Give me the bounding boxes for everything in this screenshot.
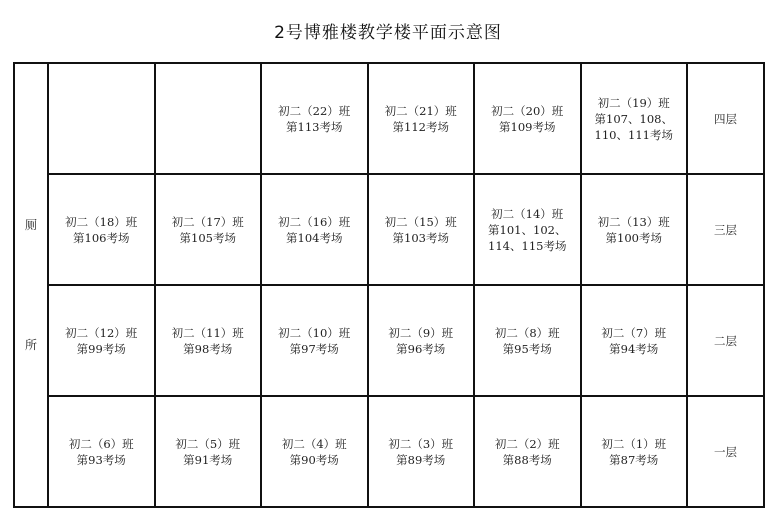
toilet-label-char: 所: [24, 338, 37, 352]
empty-cell: [155, 63, 262, 174]
exam-room: 第99考场: [76, 341, 126, 356]
classroom-cell: [368, 174, 475, 285]
floor-row: [14, 396, 764, 507]
exam-room: 第100考场: [605, 230, 662, 245]
class-name: 初二（8）班: [494, 325, 560, 340]
floor-label: 二层: [687, 285, 764, 396]
class-name: 初二（6）班: [68, 436, 134, 451]
exam-room: 110、111考场: [594, 127, 673, 142]
classroom-cell: [581, 174, 688, 285]
classroom-cell: [474, 396, 581, 507]
classroom-cell: [48, 396, 155, 507]
exam-room: 第101、102、: [488, 222, 567, 237]
class-name: 初二（22）班: [278, 103, 351, 118]
exam-room: 第93考场: [76, 452, 126, 467]
exam-room: 第113考场: [286, 119, 343, 134]
class-name: 初二（15）班: [384, 214, 457, 229]
classroom-cell: [48, 285, 155, 396]
class-name: 初二（5）班: [175, 436, 241, 451]
exam-room: 第107、108、: [594, 111, 673, 126]
classroom-cell: [368, 285, 475, 396]
exam-room: 第106考场: [73, 230, 130, 245]
exam-room: 第105考场: [179, 230, 236, 245]
classroom-cell: [581, 285, 688, 396]
classroom-cell: [155, 396, 262, 507]
floor-label: 三层: [687, 174, 764, 285]
classroom-cell: [474, 174, 581, 285]
classroom-cell: [261, 396, 368, 507]
class-name: 初二（18）班: [65, 214, 138, 229]
class-name: 初二（9）班: [388, 325, 454, 340]
floor-plan-table: [13, 62, 765, 508]
classroom-cell: [581, 63, 688, 174]
exam-room: 114、115考场: [488, 238, 567, 253]
exam-room: 第91考场: [183, 452, 233, 467]
class-name: 初二（20）班: [491, 103, 564, 118]
class-name: 初二（19）班: [597, 95, 670, 110]
floor-label: 一层: [687, 396, 764, 507]
exam-room: 第96考场: [396, 341, 446, 356]
class-name: 初二（7）班: [601, 325, 667, 340]
class-name: 初二（1）班: [601, 436, 667, 451]
exam-room: 第90考场: [289, 452, 339, 467]
classroom-cell: [368, 63, 475, 174]
exam-room: 第88考场: [502, 452, 552, 467]
exam-room: 第95考场: [502, 341, 552, 356]
floor-row: [14, 174, 764, 285]
exam-room: 第103考场: [392, 230, 449, 245]
exam-room: 第104考场: [286, 230, 343, 245]
class-name: 初二（14）班: [491, 206, 564, 221]
class-name: 初二（16）班: [278, 214, 351, 229]
classroom-cell: [474, 285, 581, 396]
exam-room: 第89考场: [396, 452, 446, 467]
class-name: 初二（2）班: [494, 436, 560, 451]
exam-room: 第97考场: [289, 341, 339, 356]
class-name: 初二（11）班: [171, 325, 244, 340]
classroom-cell: [581, 396, 688, 507]
floor-row: [14, 285, 764, 396]
classroom-cell: [368, 396, 475, 507]
exam-room: 第98考场: [183, 341, 233, 356]
classroom-cell: [155, 174, 262, 285]
toilet-cell: [14, 63, 48, 507]
exam-room: 第109考场: [499, 119, 556, 134]
empty-cell: [48, 63, 155, 174]
floor-row: [14, 63, 764, 174]
floor-label: 四层: [687, 63, 764, 174]
classroom-cell: [155, 285, 262, 396]
class-name: 初二（10）班: [278, 325, 351, 340]
classroom-cell: [48, 174, 155, 285]
class-name: 初二（3）班: [388, 436, 454, 451]
exam-room: 第94考场: [609, 341, 659, 356]
classroom-cell: [261, 63, 368, 174]
toilet-label-char: 厕: [24, 218, 37, 232]
class-name: 初二（4）班: [281, 436, 347, 451]
classroom-cell: [474, 63, 581, 174]
page-title: 2号博雅楼教学楼平面示意图: [274, 23, 502, 43]
class-name: 初二（21）班: [384, 103, 457, 118]
class-name: 初二（12）班: [65, 325, 138, 340]
classroom-cell: [261, 285, 368, 396]
exam-room: 第87考场: [609, 452, 659, 467]
exam-room: 第112考场: [392, 119, 449, 134]
class-name: 初二（17）班: [171, 214, 244, 229]
classroom-cell: [261, 174, 368, 285]
class-name: 初二（13）班: [597, 214, 670, 229]
